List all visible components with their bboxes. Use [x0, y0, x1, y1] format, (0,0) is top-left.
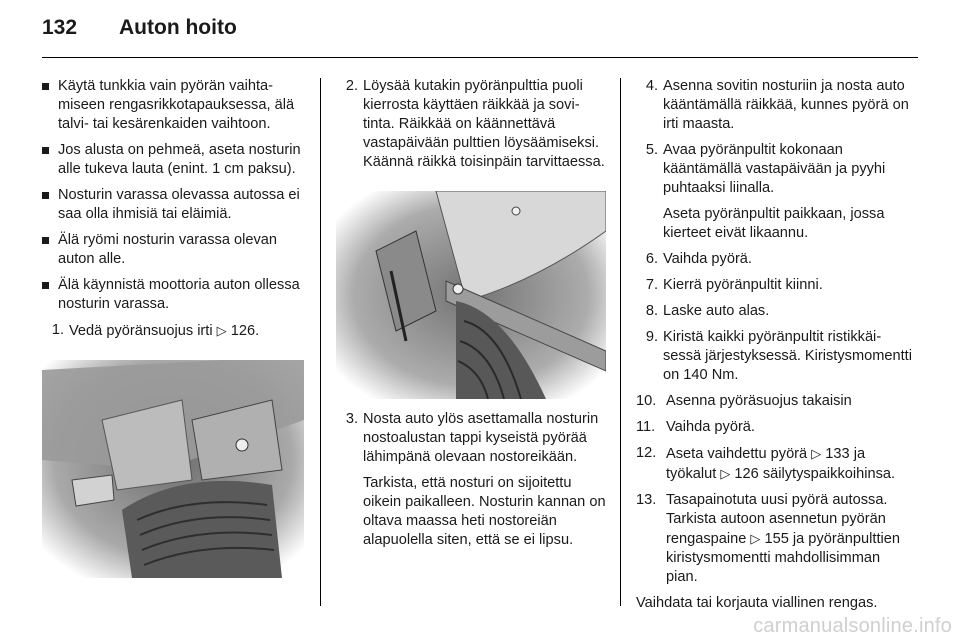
step-10: 10. Asenna pyöräsuojus takaisin	[636, 393, 852, 409]
page-header	[42, 16, 918, 50]
list-item: Älä ryömi nosturin varassa olevan auton alle.	[42, 231, 304, 269]
illustration-wheel-cover	[42, 360, 304, 578]
column-3	[636, 77, 912, 628]
step-2: 2. Löysää kutakin pyöränpulttia puoli kierrosta käyttäen räikkää ja sovitinta. Räikkää on käännettävä vastapäivään pulttien löysäämiseksi. Käännä räikkä toisinpäin tarvittaessa.	[345, 78, 605, 170]
step-6: 6. Vaihda pyörä.	[645, 251, 752, 267]
step-12: 12. Aseta vaihdettu pyörä ▷ 133 ja työkalut ▷ 126 säilytyspaikkoihinsa.	[636, 445, 896, 482]
column-1	[42, 77, 304, 348]
step-8: 8. Laske auto alas.	[645, 303, 770, 319]
warning-list	[42, 77, 304, 314]
page-reference-link[interactable]: 126	[734, 466, 759, 482]
step-1: 1. Vedä pyöränsuojus irti ▷ 126.	[51, 322, 260, 339]
column-2	[336, 77, 606, 179]
triangle-right-icon: ▷	[811, 446, 822, 461]
step-3: 3. Nosta auto ylös asettamalla nosturin nostoalustan tappi kyseistä pyörää lähimpänä olevaan nostoreikään. Tarkista, että nosturi on sijoitettu oikein paikalleen. Nosturin kannan on oltava maassa heti nostoreiän alapuolella siten, että se ei lipsu.	[345, 411, 606, 548]
illustration-loosen-bolts	[336, 191, 606, 399]
page-reference-link[interactable]: 133	[825, 446, 850, 462]
page-reference-link[interactable]: 155	[764, 531, 789, 547]
page-title: Auton hoito	[119, 16, 237, 39]
column-divider-2	[620, 78, 621, 606]
step-7: 7. Kierrä pyöränpultit kiinni.	[645, 277, 823, 293]
watermark: carmanualsonline.info	[753, 615, 952, 637]
triangle-right-icon: ▷	[750, 531, 761, 546]
step-4: 4. Asenna sovitin nosturiin ja nosta auto kääntämällä räikkää, kunnes pyörä on irti maasta.	[645, 78, 909, 132]
bullet-square-icon	[42, 282, 49, 289]
step-13: 13. Tasapainotuta uusi pyörä autossa. Tarkista autoon asennetun pyörän rengaspaine ▷ 155 ja pyöränpulttien kiristysmomentti mahdollisimman pian.	[636, 492, 900, 585]
step-11: 11. Vaihda pyörä.	[636, 419, 755, 435]
step-9: 9. Kiristä kaikki pyöränpultit ristikkäisessä järjestyksessä. Kiristysmomentti on 140 Nm.	[645, 329, 912, 383]
list-item: Jos alusta on pehmeä, aseta nosturin alle tukeva lauta (enint. 1 cm paksu).	[42, 141, 304, 179]
step-5: 5. Avaa pyöränpultit kokonaan kääntämällä vastapäivään ja pyyhi puhtaaksi liinalla. Aseta pyöränpultit paikkaan, jossa kierteet eivät likaannu.	[645, 142, 886, 241]
bullet-square-icon	[42, 147, 49, 154]
header-divider	[42, 57, 918, 58]
bullet-square-icon	[42, 237, 49, 244]
page-reference-link[interactable]: 126.	[230, 323, 260, 339]
list-item: Käytä tunkkia vain pyörän vaihtamiseen rengasrikkotapauksessa, älä talvi- tai kesärenkaiden vaihtoon.	[42, 77, 304, 134]
final-note: Vaihdata tai korjauta viallinen rengas.	[636, 595, 878, 611]
triangle-right-icon: ▷	[720, 466, 731, 481]
list-item: Älä käynnistä moottoria auton ollessa nosturin varassa.	[42, 276, 304, 314]
column-2-lower	[336, 410, 606, 557]
bullet-square-icon	[42, 192, 49, 199]
list-item: Nosturin varassa olevassa autossa ei saa olla ihmisiä tai eläimiä.	[42, 186, 304, 224]
triangle-right-icon: ▷	[216, 323, 227, 338]
column-divider-1	[320, 78, 321, 606]
page-number: 132	[42, 16, 78, 39]
bullet-square-icon	[42, 83, 49, 90]
